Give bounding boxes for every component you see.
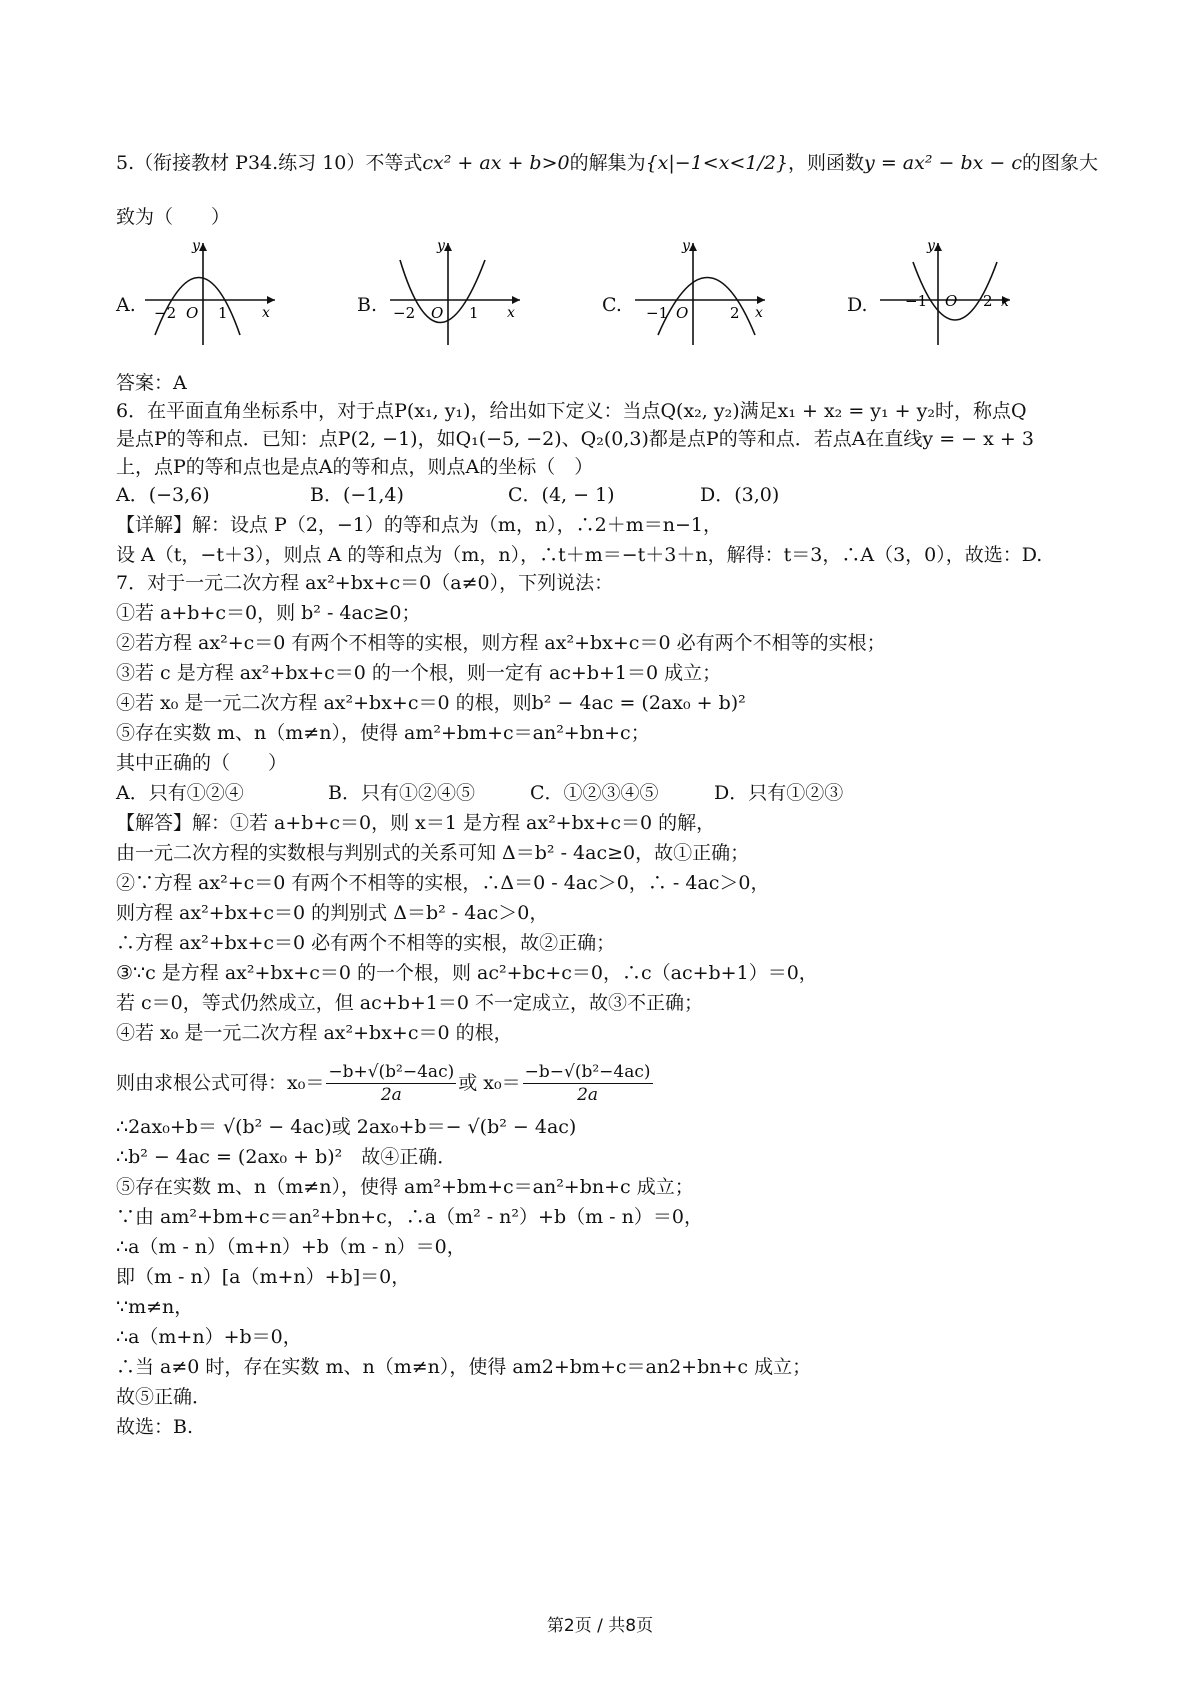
q7-solution-17: ∴当 a≠0 时，存在实数 m、n（m≠n），使得 am2+bm+c＝an2+bn+c 成立； <box>116 1356 812 1378</box>
q5-graph-d <box>875 240 1015 350</box>
q5-text-end: 的图象大 <box>1021 152 1098 174</box>
q7-line-4: ③若 c 是方程 ax²+bx+c＝0 的一个根，则一定有 ac+b+1＝0 成立； <box>116 662 722 684</box>
q7-solution-19: 故选：B. <box>116 1416 194 1438</box>
q5-option-d-label: D. <box>847 294 868 316</box>
q6-option-b: B．(−1,4) <box>310 484 404 506</box>
q7-solution-2: 由一元二次方程的实数根与判别式的关系可知 Δ＝b² - 4ac≥0，故①正确； <box>116 842 750 864</box>
q5-line1 <box>116 150 1098 176</box>
q5-graph-a-x: x <box>262 305 270 321</box>
q6-line1: 6．在平面直角坐标系中，对于点P(x₁, y₁)，给出如下定义：当点Q(x₂, y₂)满足x₁ + x₂ = y₁ + y₂时，称点Q <box>116 400 1027 422</box>
q7-fraction-2-num: −b−√(b²−4ac) <box>524 1061 651 1082</box>
q5-graph-a-tick-3: 1 <box>218 304 228 322</box>
q7-fraction-2 <box>523 1061 653 1106</box>
q5-graph-c <box>630 240 770 350</box>
q6-line3: 上，点P的等和点也是点A的等和点，则点A的坐标（ ） <box>116 456 594 478</box>
q5-graph-d-x: x <box>1001 294 1009 310</box>
q5-answer: 答案：A <box>116 372 187 394</box>
q6-option-d: D．(3,0) <box>700 484 780 506</box>
q7-line-5: ④若 x₀ 是一元二次方程 ax²+bx+c＝0 的根，则b² − 4ac = (2ax₀ + b)² <box>116 692 746 714</box>
q6-option-c: C．(4, − 1) <box>508 484 615 506</box>
q7-fraction-1 <box>326 1061 456 1106</box>
q7-line-3: ②若方程 ax²+c＝0 有两个不相等的实根，则方程 ax²+bx+c＝0 必有两个不相等的实根； <box>116 632 886 654</box>
q7-line-2: ①若 a+b+c＝0，则 b² - 4ac≥0； <box>116 602 421 624</box>
q5-function: y = ax² − bx − c <box>864 152 1022 174</box>
q5-inequality: cx² + ax + b>0 <box>422 152 570 174</box>
q5-graph-b <box>385 240 525 350</box>
q5-graph-b-y: y <box>437 240 445 254</box>
q5-option-a-label: A. <box>116 294 136 316</box>
q5-line2: 致为（ ） <box>116 206 231 228</box>
q7-option-c: C．①②③④⑤ <box>530 782 659 804</box>
page-footer: 第2页 / 共8页 <box>546 1616 654 1636</box>
q6-option-a: A．(−3,6) <box>116 484 210 506</box>
q5-option-c-label: C. <box>602 294 622 316</box>
q5-graph-c-tick-3: 2 <box>730 304 740 322</box>
q5-graph-c-y: y <box>682 240 690 254</box>
q7-line-7: 其中正确的（ ） <box>116 752 288 774</box>
q5-text-post: ，则函数 <box>788 152 865 174</box>
q6-line2: 是点P的等和点．已知：点P(2, −1)，如Q₁(−5, −2)、Q₂(0,3)都是点P的等和点．若点A在直线y = − x + 3 <box>116 428 1034 450</box>
q5-graph-b-tick-1: −2 <box>393 304 416 322</box>
q7-line-1: 7．对于一元二次方程 ax²+bx+c＝0（a≠0），下列说法： <box>116 572 614 594</box>
q5-graph-d-tick-3: 2 <box>983 292 993 310</box>
q5-graph-b-x: x <box>507 305 515 321</box>
q5-graph-c-tick-2: O <box>676 304 689 322</box>
q7-fraction-1-den: 2a <box>380 1084 402 1105</box>
q7-formula-or: 或 x₀＝ <box>458 1072 521 1094</box>
q7-solution-14: 即（m - n）[a（m+n）+b]＝0， <box>116 1266 411 1288</box>
q7-solution-8: ④若 x₀ 是一元二次方程 ax²+bx+c＝0 的根， <box>116 1022 513 1044</box>
q5-graph-d-tick-1: −1 <box>905 292 928 310</box>
q7-solution-11: ⑤存在实数 m、n（m≠n），使得 am²+bm+c＝an²+bn+c 成立； <box>116 1176 694 1198</box>
q7-option-b: B．只有①②④⑤ <box>328 782 475 804</box>
q7-solution-3: ②∵方程 ax²+c＝0 有两个不相等的实根，∴Δ＝0 - 4ac＞0，∴ - 4ac＞0， <box>116 872 770 894</box>
q6-solution-1: 【详解】解：设点 P（2，−1）的等和点为（m，n），∴2＋m＝n−1， <box>116 514 723 536</box>
q7-root-formula <box>116 1058 655 1108</box>
q7-solution-1: 【解答】解：①若 a+b+c＝0，则 x＝1 是方程 ax²+bx+c＝0 的解， <box>116 812 716 834</box>
q7-fraction-2-den: 2a <box>577 1084 599 1105</box>
q5-graph-a-tick-2: O <box>186 304 199 322</box>
q7-fraction-1-num: −b+√(b²−4ac) <box>328 1061 455 1082</box>
q7-formula-prefix: 则由求根公式可得：x₀＝ <box>116 1072 325 1094</box>
q5-graph-c-x: x <box>755 305 763 321</box>
q7-option-a: A．只有①②④ <box>116 782 244 804</box>
q7-line-6: ⑤存在实数 m、n（m≠n），使得 am²+bm+c＝an²+bn+c； <box>116 722 650 744</box>
q7-solution-9: ∴2ax₀+b＝ √(b² − 4ac)或 2ax₀+b＝− √(b² − 4ac) <box>116 1116 577 1138</box>
q5-graph-b-tick-3: 1 <box>469 304 479 322</box>
q5-option-b-label: B. <box>357 294 378 316</box>
q5-graph-a-y: y <box>192 240 200 254</box>
q7-solution-16: ∴a（m+n）+b＝0， <box>116 1326 302 1348</box>
q7-solution-15: ∵m≠n， <box>116 1296 194 1318</box>
q7-solution-7: 若 c＝0，等式仍然成立，但 ac+b+1＝0 不一定成立，故③不正确； <box>116 992 703 1014</box>
q7-solution-6: ③∵c 是方程 ax²+bx+c＝0 的一个根，则 ac²+bc+c＝0，∴c（ac+b+1）＝0， <box>116 962 818 984</box>
q6-solution-2: 设 A（t，−t＋3），则点 A 的等和点为（m，n），∴t＋m＝−t＋3＋n，解得：t＝3，∴A（3，0），故选：D. <box>116 544 1043 566</box>
q7-solution-12: ∵由 am²+bm+c＝an²+bn+c，∴a（m² - n²）+b（m - n）＝0， <box>116 1206 703 1228</box>
q5-graph-a-tick-1: −2 <box>154 304 177 322</box>
q7-solution-18: 故⑤正确． <box>116 1386 212 1408</box>
q5-graph-c-tick-1: −1 <box>646 304 669 322</box>
q5-graph-b-tick-2: O <box>431 304 444 322</box>
q7-solution-10: ∴b² − 4ac = (2ax₀ + b)² 故④正确． <box>116 1146 457 1168</box>
q5-text-mid: 的解集为 <box>569 152 646 174</box>
q5-graph-a <box>140 240 280 350</box>
q5-graph-d-tick-2: O <box>945 292 958 310</box>
q7-option-d: D．只有①②③ <box>714 782 844 804</box>
q5-graph-d-y: y <box>927 240 935 254</box>
q7-solution-13: ∴a（m - n）（m+n）+b（m - n）＝0， <box>116 1236 466 1258</box>
q7-solution-5: ∴方程 ax²+bx+c＝0 必有两个不相等的实根，故②正确； <box>116 932 616 954</box>
q5-text-pre: 5.（衔接教材 P34.练习 10）不等式 <box>116 152 423 174</box>
q7-solution-4: 则方程 ax²+bx+c＝0 的判别式 Δ＝b² - 4ac＞0， <box>116 902 549 924</box>
q5-solution-set: {x|−1<x<1/2} <box>645 152 789 174</box>
